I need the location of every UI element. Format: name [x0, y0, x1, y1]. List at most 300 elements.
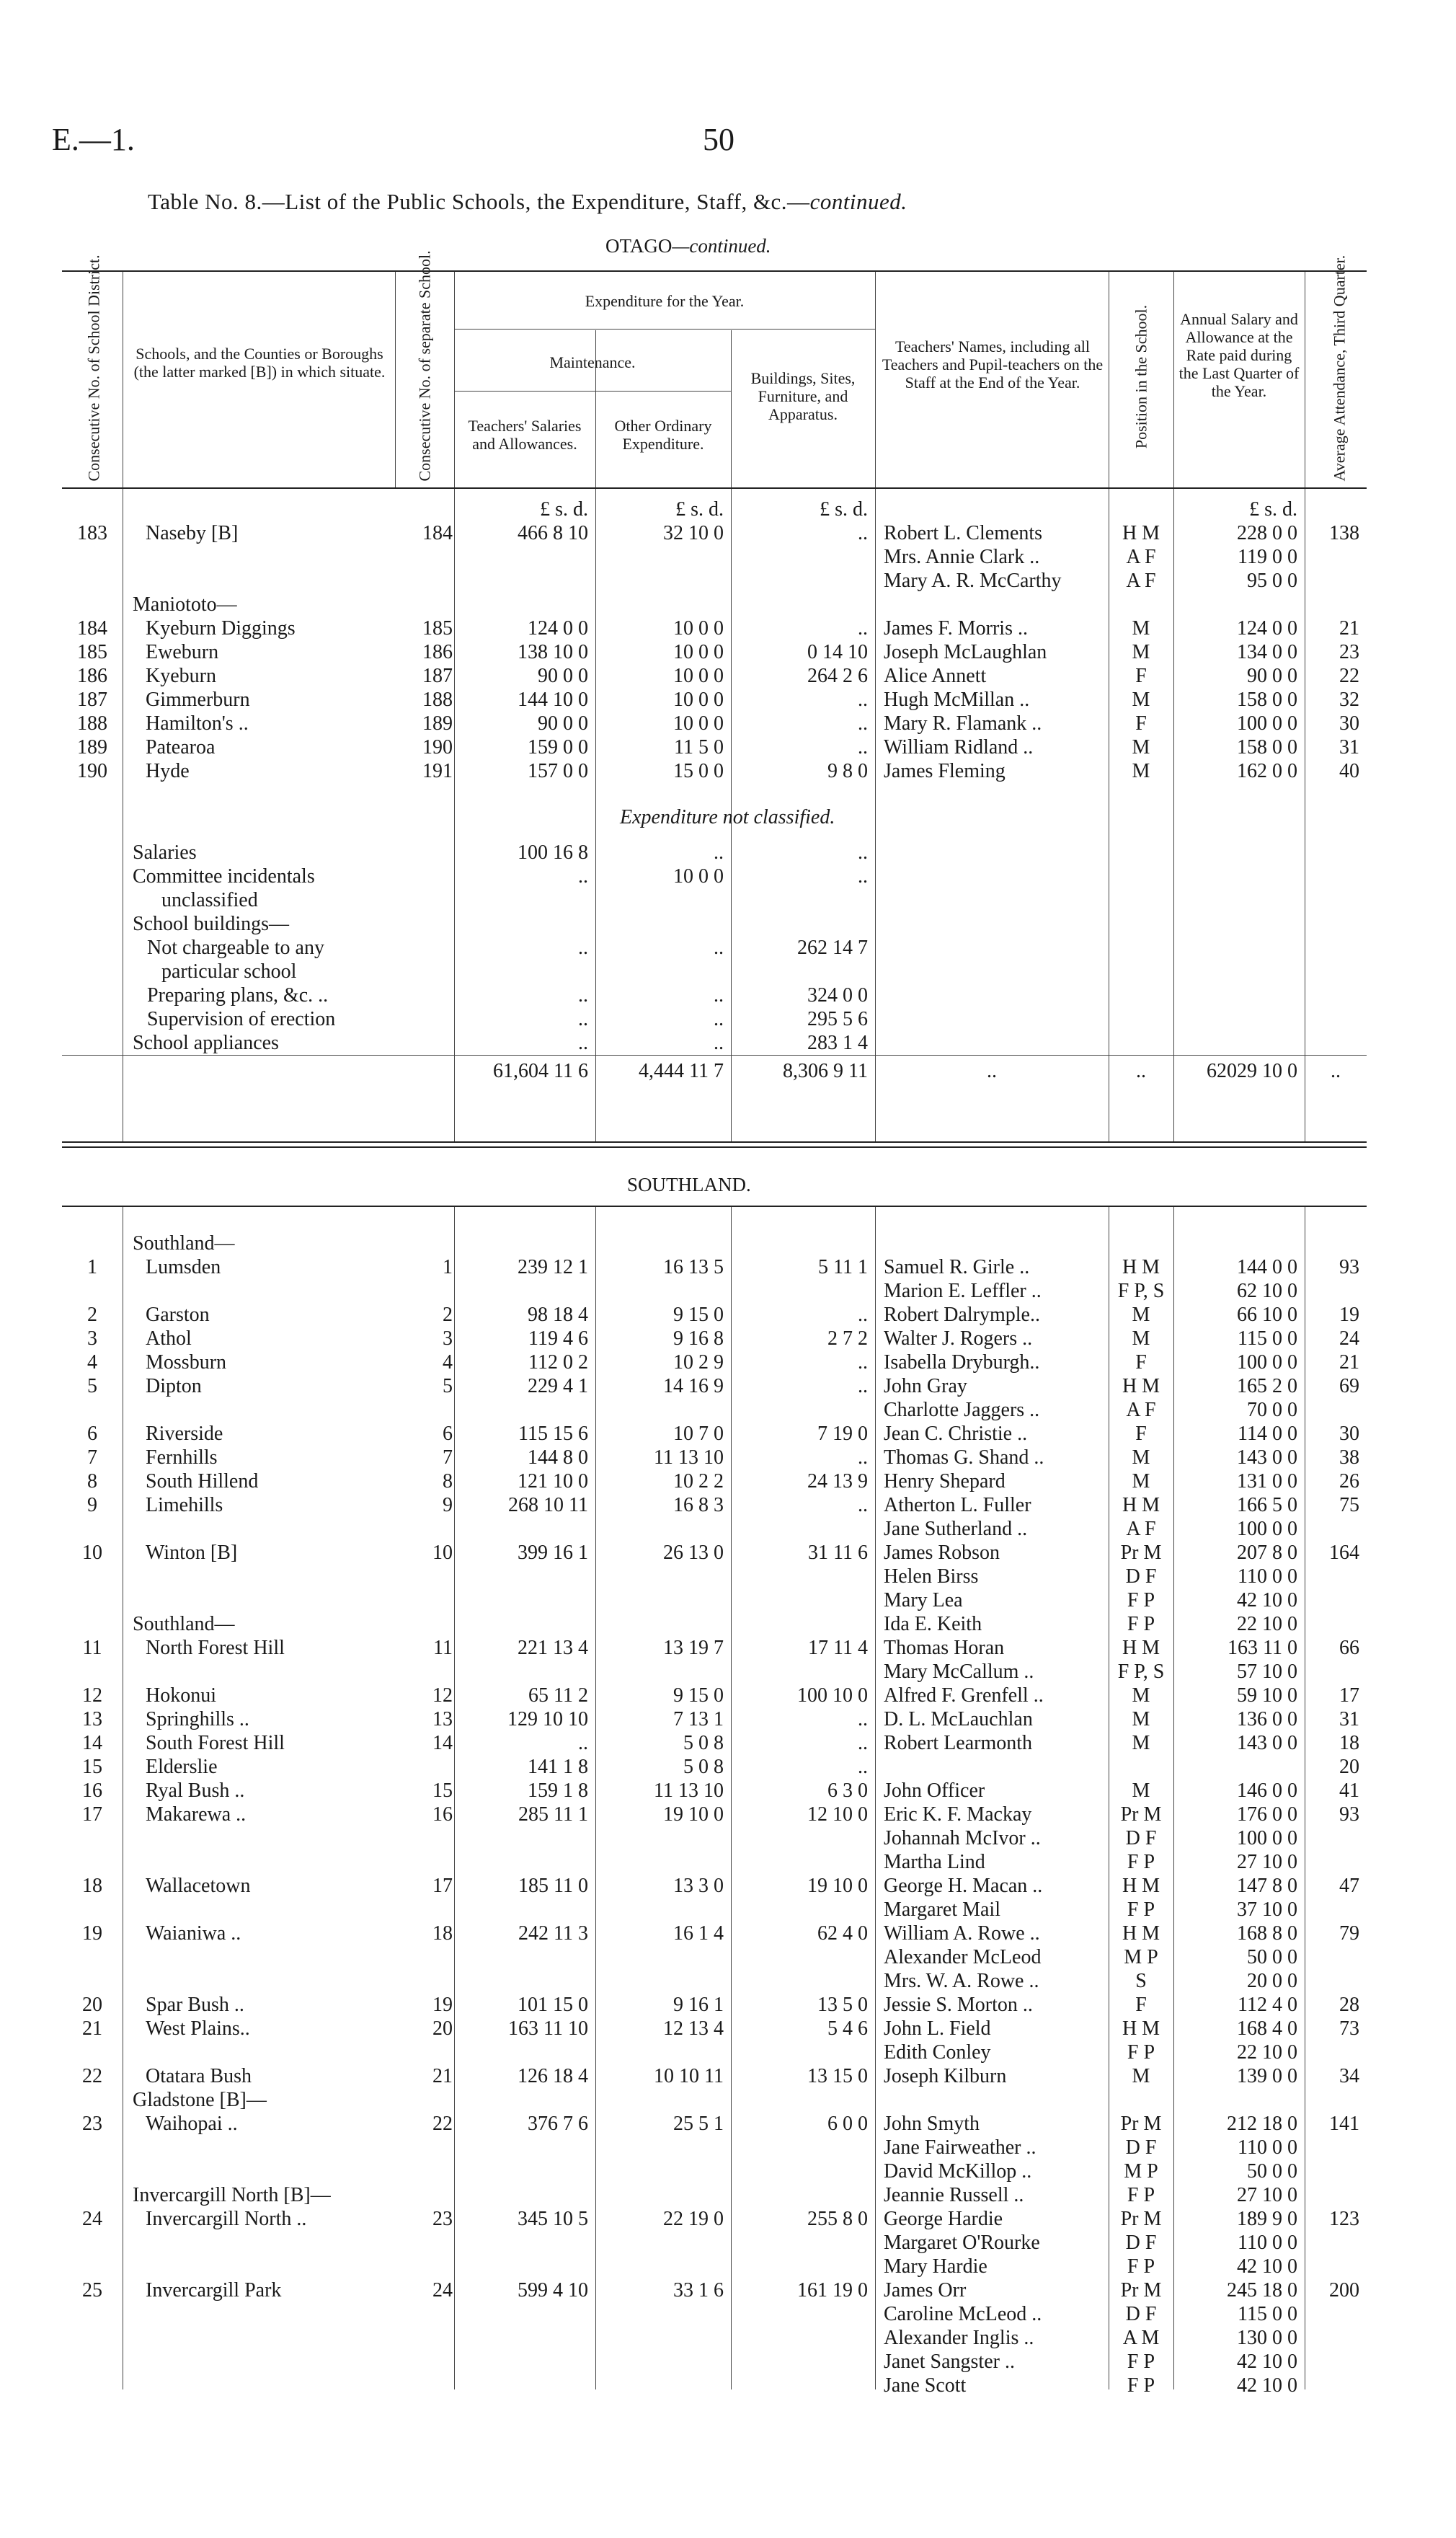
district-number: 186	[77, 665, 107, 687]
school-number	[395, 2326, 454, 2350]
southland-row	[62, 2302, 1367, 2326]
teacher-name: D. L. McLauchlan	[884, 1708, 1033, 1730]
not-classified-row	[62, 865, 1367, 888]
table-title	[148, 189, 907, 215]
teacher-name: Jean C. Christie ..	[884, 1423, 1028, 1445]
school-name: North Forest Hill	[146, 1637, 285, 1659]
average-attendance: 40	[1339, 760, 1359, 782]
school-number	[395, 1660, 454, 1684]
buildings-expenditure: ..	[858, 617, 868, 640]
header-top-rule	[62, 270, 1367, 272]
other-expenditure	[595, 2159, 731, 2183]
teachers-salaries: ..	[578, 865, 588, 888]
district-number: 6	[87, 1423, 97, 1445]
district-number	[62, 1945, 123, 1969]
teacher-name: Jeannie Russell ..	[884, 2184, 1024, 2206]
buildings-expenditure: 31 11 6	[808, 1542, 868, 1564]
district-number: 187	[77, 689, 107, 711]
teachers-salaries	[454, 1612, 595, 1636]
southland-row	[62, 2040, 1367, 2064]
position: D F	[1125, 1827, 1157, 1849]
other-expenditure: 12 13 4	[663, 2017, 724, 2040]
average-attendance	[1305, 2231, 1367, 2255]
school-number	[395, 1588, 454, 1612]
teachers-salaries: 98 18 4	[528, 1304, 588, 1326]
teacher-name: Thomas Horan	[884, 1637, 1005, 1659]
southland-row	[62, 1255, 1367, 1279]
southland-table	[62, 1232, 1367, 2397]
position: H M	[1122, 1256, 1160, 1278]
blank-cell	[875, 983, 1109, 1007]
average-attendance: 200	[1329, 2279, 1359, 2302]
annual-salary: 115 0 0	[1238, 1327, 1297, 1350]
blank-cell	[62, 912, 123, 936]
blank-cell	[1173, 1031, 1305, 1056]
blank-cell	[1173, 936, 1305, 960]
other-expenditure	[595, 2183, 731, 2207]
district-number: 12	[82, 1684, 102, 1707]
district-number	[62, 545, 123, 569]
teacher-name: George Hardie	[884, 2208, 1003, 2230]
school-name	[123, 2255, 395, 2278]
southland-row	[62, 1755, 1367, 1779]
money-units: £ s. d.	[540, 498, 588, 521]
school-name: Wallacetown	[146, 1875, 251, 1897]
teachers-salaries: 101 15 0	[518, 1994, 588, 2016]
other-expenditure: 16 8 3	[673, 1494, 724, 1516]
teachers-salaries: ..	[578, 1032, 588, 1054]
header-divider	[875, 272, 876, 487]
other-expenditure	[595, 1398, 731, 1422]
position: H M	[1122, 522, 1160, 544]
school-name: Gimmerburn	[146, 689, 250, 711]
school-number: 3	[443, 1327, 453, 1350]
teachers-salaries	[454, 2088, 595, 2112]
annual-salary: 176 0 0	[1237, 1803, 1297, 1826]
school-number: 11	[433, 1637, 453, 1659]
teacher-name: John Smyth	[884, 2113, 980, 2135]
teacher-name: Thomas G. Shand ..	[884, 1446, 1044, 1469]
district-number: 8	[87, 1470, 97, 1493]
average-attendance	[1305, 1232, 1367, 1255]
annual-salary	[1173, 1232, 1305, 1255]
school-number: 184	[422, 522, 453, 544]
buildings-expenditure	[731, 912, 875, 936]
blank-cell	[62, 960, 123, 983]
position: M	[1132, 1446, 1150, 1469]
southland-row	[62, 1803, 1367, 1826]
position: A F	[1126, 570, 1156, 592]
position: A F	[1126, 1518, 1156, 1540]
school-name: Hyde	[146, 760, 190, 782]
school-name: Southland—	[133, 1613, 235, 1635]
school-number	[395, 1826, 454, 1850]
school-name	[123, 569, 395, 593]
district-number: 22	[82, 2065, 102, 2087]
not-classified-table	[62, 841, 1367, 1087]
blank-cell	[395, 1031, 454, 1056]
blank-cell	[62, 888, 123, 912]
other-expenditure: ..	[714, 937, 724, 959]
teachers-salaries: ..	[578, 1008, 588, 1030]
teacher-name: Martha Lind	[884, 1851, 985, 1873]
position: F P	[1127, 1589, 1155, 1611]
school-name: Ryal Bush ..	[146, 1779, 245, 1802]
school-number	[395, 1612, 454, 1636]
annual-salary: 143 0 0	[1237, 1732, 1297, 1754]
table-title-continued: continued.	[809, 189, 907, 214]
annual-salary: 136 0 0	[1237, 1708, 1297, 1730]
buildings-expenditure	[731, 2159, 875, 2183]
buildings-expenditure: ..	[858, 1756, 868, 1778]
other-expenditure: 32 10 0	[663, 522, 724, 544]
region-heading-otago	[605, 235, 771, 257]
average-attendance: 66	[1339, 1637, 1359, 1659]
teacher-name: Atherton L. Fuller	[884, 1494, 1031, 1516]
blank-cell	[395, 888, 454, 912]
other-expenditure: 10 7 0	[673, 1423, 724, 1445]
average-attendance: 93	[1339, 1256, 1359, 1278]
average-attendance: 141	[1329, 2113, 1359, 2135]
district-number	[62, 1588, 123, 1612]
average-attendance	[1305, 593, 1367, 616]
school-number: 1	[443, 1256, 453, 1278]
position: M	[1132, 689, 1150, 711]
annual-salary: 212 18 0	[1227, 2113, 1297, 2135]
teachers-salaries	[454, 2231, 595, 2255]
other-expenditure	[595, 545, 731, 569]
teachers-salaries	[454, 960, 595, 983]
buildings-expenditure	[731, 1232, 875, 1255]
annual-salary: 57 10 0	[1237, 1661, 1297, 1683]
school-number: 2	[443, 1304, 453, 1326]
buildings-expenditure	[731, 960, 875, 983]
buildings-expenditure	[731, 1826, 875, 1850]
position: D F	[1125, 2136, 1157, 2159]
school-number	[395, 2183, 454, 2207]
blank-cell	[62, 1031, 123, 1056]
school-name: Athol	[146, 1327, 192, 1350]
school-number	[395, 1850, 454, 1874]
school-number: 187	[422, 665, 453, 687]
blank-cell	[1305, 888, 1367, 912]
school-number	[395, 545, 454, 569]
average-attendance: 164	[1329, 1542, 1359, 1564]
buildings-expenditure: 62 4 0	[817, 1922, 868, 1945]
teacher-name: Alfred F. Grenfell ..	[884, 1684, 1044, 1707]
school-name	[123, 545, 395, 569]
other-expenditure	[595, 2088, 731, 2112]
school-name: South Forest Hill	[146, 1732, 285, 1754]
teacher-name	[875, 593, 1109, 616]
blank-cell	[875, 841, 1109, 865]
teachers-salaries: 399 16 1	[518, 1542, 588, 1564]
average-attendance: 41	[1339, 1779, 1359, 1802]
southland-row	[62, 2350, 1367, 2374]
position: M	[1132, 760, 1150, 782]
otago-row	[62, 616, 1367, 640]
other-expenditure	[595, 1969, 731, 1993]
annual-salary	[1173, 2088, 1305, 2112]
district-number: 9	[87, 1494, 97, 1516]
money-units: £ s. d.	[1249, 498, 1297, 521]
school-name	[123, 2136, 395, 2159]
buildings-expenditure	[731, 545, 875, 569]
other-expenditure: 10 0 0	[673, 865, 724, 888]
southland-top-rule	[62, 1206, 1367, 1207]
buildings-expenditure: 324 0 0	[807, 984, 868, 1007]
teachers-salaries	[454, 888, 595, 912]
teachers-salaries	[454, 1517, 595, 1541]
blank-cell	[395, 960, 454, 983]
buildings-expenditure: 283 1 4	[807, 1032, 868, 1054]
position: F	[1135, 712, 1147, 735]
annual-salary: 168 8 0	[1237, 1922, 1297, 1945]
page-number: 50	[703, 122, 734, 157]
teachers-salaries	[454, 912, 595, 936]
blank-cell	[875, 912, 1109, 936]
southland-row	[62, 1993, 1367, 2017]
average-attendance	[1305, 2326, 1367, 2350]
other-expenditure	[595, 2302, 731, 2326]
southland-row	[62, 1588, 1367, 1612]
school-name: Kyeburn	[146, 665, 216, 687]
buildings-expenditure: 9 8 0	[827, 760, 868, 782]
teachers-salaries	[454, 2302, 595, 2326]
buildings-expenditure: 13 15 0	[807, 2065, 868, 2087]
annual-salary	[1173, 1755, 1305, 1779]
school-number	[395, 569, 454, 593]
teachers-salaries: 185 11 0	[518, 1875, 588, 1897]
total-annual-salary: 62029 10 0	[1173, 1056, 1305, 1087]
southland-row	[62, 1446, 1367, 1469]
district-number: 14	[82, 1732, 102, 1754]
district-number	[62, 2350, 123, 2374]
teachers-salaries	[454, 1850, 595, 1874]
other-expenditure: 19 10 0	[663, 1803, 724, 1826]
buildings-expenditure: 100 10 0	[797, 1684, 868, 1707]
position	[1109, 1232, 1173, 1255]
southland-row	[62, 2374, 1367, 2397]
average-attendance: 38	[1339, 1446, 1359, 1469]
other-expenditure: ..	[714, 1032, 724, 1054]
school-name	[123, 2302, 395, 2326]
blank-cell	[123, 1056, 395, 1087]
district-number: 188	[77, 712, 107, 735]
total-position: ..	[1109, 1056, 1173, 1087]
school-number	[395, 2374, 454, 2397]
teachers-salaries: 129 10 10	[507, 1708, 588, 1730]
buildings-expenditure	[731, 1850, 875, 1874]
blank-cell	[1173, 912, 1305, 936]
position: H M	[1122, 1875, 1160, 1897]
blank-cell	[1109, 888, 1173, 912]
school-name	[123, 2231, 395, 2255]
southland-row	[62, 1660, 1367, 1684]
school-name	[123, 2374, 395, 2397]
school-number: 13	[432, 1708, 453, 1730]
blank-cell	[395, 912, 454, 936]
annual-salary: 100 0 0	[1237, 1518, 1297, 1540]
teacher-name: Robert L. Clements	[884, 522, 1043, 544]
teacher-name: Mary A. R. McCarthy	[884, 570, 1062, 592]
blank-cell	[1305, 1031, 1367, 1056]
school-name: Maniototo—	[133, 593, 237, 616]
annual-salary: 112 4 0	[1238, 1994, 1297, 2016]
teachers-salaries: ..	[578, 1732, 588, 1754]
other-expenditure: 15 0 0	[673, 760, 724, 782]
southland-row	[62, 2278, 1367, 2302]
school-number: 6	[443, 1423, 453, 1445]
blank-cell	[1173, 841, 1305, 865]
position: M	[1132, 641, 1150, 663]
school-name: West Plains..	[146, 2017, 250, 2040]
teachers-salaries	[454, 1398, 595, 1422]
position: F	[1135, 665, 1147, 687]
blank-cell	[1305, 960, 1367, 983]
school-number: 191	[422, 760, 453, 782]
position: M P	[1124, 2160, 1158, 2183]
teachers-salaries	[454, 1660, 595, 1684]
other-expenditure: 16 13 5	[663, 1256, 724, 1278]
school-name: Invercargill Park	[146, 2279, 282, 2302]
district-number: 24	[82, 2208, 102, 2230]
buildings-expenditure: 0 14 10	[807, 641, 868, 663]
district-number	[62, 1850, 123, 1874]
other-expenditure: 5 0 8	[683, 1732, 724, 1754]
teachers-salaries	[454, 1826, 595, 1850]
buildings-expenditure: 13 5 0	[817, 1994, 868, 2016]
southland-row	[62, 1850, 1367, 1874]
annual-salary	[1173, 593, 1305, 616]
total-other-expenditure: 4,444 11 7	[595, 1056, 731, 1087]
annual-salary: 42 10 0	[1237, 2255, 1297, 2278]
buildings-expenditure	[731, 2350, 875, 2374]
southland-row	[62, 1707, 1367, 1731]
teachers-salaries: 163 11 10	[508, 2017, 588, 2040]
average-attendance: 93	[1339, 1803, 1359, 1826]
southland-row	[62, 1398, 1367, 1422]
annual-salary: 22 10 0	[1237, 1613, 1297, 1635]
position: M	[1132, 1732, 1150, 1754]
average-attendance	[1305, 1898, 1367, 1922]
school-name	[123, 1969, 395, 1993]
header-divider	[731, 330, 732, 487]
average-attendance: 138	[1329, 522, 1359, 544]
other-expenditure: 10 0 0	[673, 617, 724, 640]
district-number: 10	[82, 1542, 102, 1564]
school-number: 186	[422, 641, 453, 663]
buildings-expenditure	[731, 1279, 875, 1303]
district-number: 20	[82, 1994, 102, 2016]
page-reference: E.—1.	[52, 122, 135, 157]
teacher-name	[875, 2088, 1109, 2112]
school-name: Limehills	[146, 1494, 223, 1516]
buildings-expenditure: ..	[858, 712, 868, 735]
district-number: 185	[77, 641, 107, 663]
school-number: 22	[432, 2113, 453, 2135]
teacher-name: John Gray	[884, 1375, 967, 1397]
average-attendance	[1305, 569, 1367, 593]
buildings-expenditure	[731, 593, 875, 616]
teacher-name: Hugh McMillan ..	[884, 689, 1030, 711]
header-schools: Schools, and the Counties or Boroughs (the latter marked [B]) in which situate.	[133, 345, 386, 381]
teacher-name: George H. Macan ..	[884, 1875, 1043, 1897]
southland-row	[62, 1898, 1367, 1922]
average-attendance	[1305, 1398, 1367, 1422]
blank-cell	[1109, 936, 1173, 960]
teachers-salaries: 124 0 0	[528, 617, 588, 640]
position: F P	[1127, 2255, 1155, 2278]
blank-cell	[123, 498, 395, 521]
position: M	[1132, 1470, 1150, 1493]
position: H M	[1122, 2017, 1160, 2040]
school-number	[395, 593, 454, 616]
blank-cell	[62, 841, 123, 865]
not-classified-row	[62, 983, 1367, 1007]
teacher-name: Jane Sutherland ..	[884, 1518, 1028, 1540]
teacher-name: Mary McCallum ..	[884, 1661, 1034, 1683]
southland-row	[62, 1945, 1367, 1969]
teacher-name: Jane Scott	[884, 2374, 967, 2397]
teacher-name: Ida E. Keith	[884, 1613, 982, 1635]
district-number	[62, 1232, 123, 1255]
teacher-name: Caroline McLeod ..	[884, 2303, 1042, 2325]
header-attendance: Average Attendance, Third Quarter.	[1330, 255, 1349, 482]
buildings-expenditure: 255 8 0	[807, 2208, 868, 2230]
other-expenditure: 10 0 0	[673, 665, 724, 687]
school-number	[395, 1517, 454, 1541]
other-expenditure: 33 1 6	[673, 2279, 724, 2302]
teachers-salaries: 376 7 6	[528, 2113, 588, 2135]
other-expenditure: 9 16 1	[673, 1994, 724, 2016]
teacher-name: Margaret Mail	[884, 1898, 1000, 1921]
buildings-expenditure	[731, 569, 875, 593]
school-name: Waianiwa ..	[146, 1922, 241, 1945]
school-number	[395, 1279, 454, 1303]
district-number: 5	[87, 1375, 97, 1397]
buildings-expenditure: 262 14 7	[797, 937, 868, 959]
average-attendance	[1305, 2159, 1367, 2183]
teachers-salaries	[454, 2350, 595, 2374]
region-heading-southland: SOUTHLAND.	[627, 1174, 751, 1195]
school-name	[123, 2040, 395, 2064]
teachers-salaries	[454, 2183, 595, 2207]
position: D F	[1125, 1565, 1157, 1588]
teacher-name: Joseph McLaughlan	[884, 641, 1047, 663]
district-number: 184	[77, 617, 107, 640]
position	[1109, 1755, 1173, 1779]
other-expenditure	[595, 2231, 731, 2255]
school-name: Kyeburn Diggings	[146, 617, 296, 640]
position	[1109, 593, 1173, 616]
buildings-expenditure: 24 13 9	[807, 1470, 868, 1493]
buildings-expenditure	[731, 1660, 875, 1684]
average-attendance: 47	[1339, 1875, 1359, 1897]
school-number	[395, 2136, 454, 2159]
position: F	[1135, 1994, 1147, 2016]
position: M	[1132, 1708, 1150, 1730]
annual-salary: 189 9 0	[1237, 2208, 1297, 2230]
otago-row	[62, 640, 1367, 664]
teachers-salaries: 221 13 4	[518, 1637, 588, 1659]
other-expenditure: 10 2 9	[673, 1351, 724, 1374]
position: F	[1135, 1351, 1147, 1374]
not-classified-row	[62, 1007, 1367, 1031]
school-number	[395, 1565, 454, 1588]
average-attendance: 21	[1339, 617, 1359, 640]
teachers-salaries	[454, 2136, 595, 2159]
